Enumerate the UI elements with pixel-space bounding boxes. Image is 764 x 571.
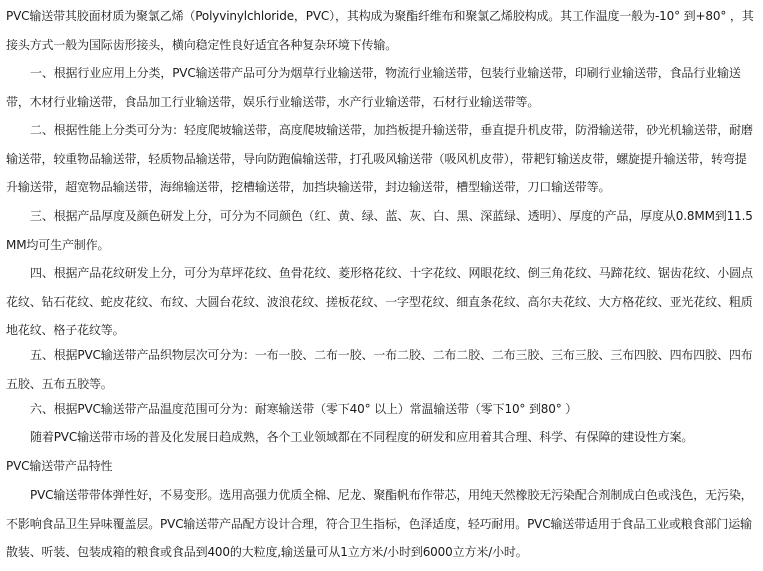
market-development-paragraph: 随着PVC输送带市场的普及化发展日趋成熟，各个工业领域都在不同程度的研发和应用着其合理、科学、有保障的建设性方案。	[30, 430, 694, 444]
temperature-range-paragraph: 六、根据PVC输送带产品温度范围可分为：耐寒输送带（零下40° 以上）常温输送带（零下10° 到80° ）	[30, 402, 578, 416]
intro-paragraph: PVC输送带其胶面材质为聚氯乙烯（Polyvinylchloride，PVC），其构成为聚酯纤维布和聚氯乙烯胶构成。其工作温度一般为-10° 到+80° ，其接头方式一般为国际齿形接头，横向稳定性良好适宜各种复杂环境下传输。	[6, 9, 754, 52]
performance-classification-paragraph: 二、根据性能上分类可分为：轻度爬坡输送带，高度爬坡输送带，加挡板提升输送带，垂直提升机皮带，防滑输送带，砂光机输送带，耐磨输送带，较重物品输送带，轻质物品输送带，导向防跑偏输送带，打孔吸风输送带（吸风机皮带），带耙钉输送皮带，螺旋提升输送带，转弯提升输送带，超宽物品输送带，海绵输送带，挖槽输送带，加挡块输送带，封边输送带，槽型输送带，刀口输送带等。	[6, 123, 753, 195]
features-paragraph: PVC输送带带体弹性好，不易变形。选用高强力优质全棉、尼龙、聚酯帆布作带芯，用纯天然橡胶无污染配合剂制成白色或浅色，无污染，不影响食品卫生异味覆盖层。PVC输送带产品配方设计合理，符合卫生指标，色泽适度，轻巧耐用。PVC输送带适用于食品工业或粮食部门运输散装、听装、包装成箱的粮食或食品到400的大粒度,输送量可从1立方米/小时到6000立方米/小时。	[6, 488, 753, 560]
pattern-classification-paragraph: 四、根据产品花纹研发上分，可分为草坪花纹、鱼骨花纹、菱形格花纹、十字花纹、网眼花纹、倒三角花纹、马蹄花纹、锯齿花纹、小圆点花纹、钻石花纹、蛇皮花纹、布纹、大圆台花纹、波浪花纹、搓板花纹、一字型花纹、细直条花纹、高尔夫花纹、大方格花纹、亚光花纹、粗质地花纹、格子花纹等。	[6, 266, 753, 338]
thickness-color-paragraph: 三、根据产品厚度及颜色研发上分，可分为不同颜色（红、黄、绿、蓝、灰、白、黑、深蓝绿、透明）、厚度的产品，厚度从0.8MM到11.5MM均可生产制作。	[6, 209, 753, 252]
industry-classification-paragraph: 一、根据行业应用上分类，PVC输送带产品可分为烟草行业输送带，物流行业输送带，包装行业输送带，印刷行业输送带，食品行业输送带，木材行业输送带，食品加工行业输送带，娱乐行业输送带，水产行业输送带，石材行业输送带等。	[6, 66, 741, 109]
fabric-layer-paragraph: 五、根据PVC输送带产品织物层次可分为：一布一胶、二布一胶、一布二胶、二布二胶、二布三胶、三布三胶、三布四胶、四布四胶、四布五胶、五布五胶等。	[6, 348, 753, 391]
features-heading: PVC输送带产品特性	[6, 459, 113, 473]
